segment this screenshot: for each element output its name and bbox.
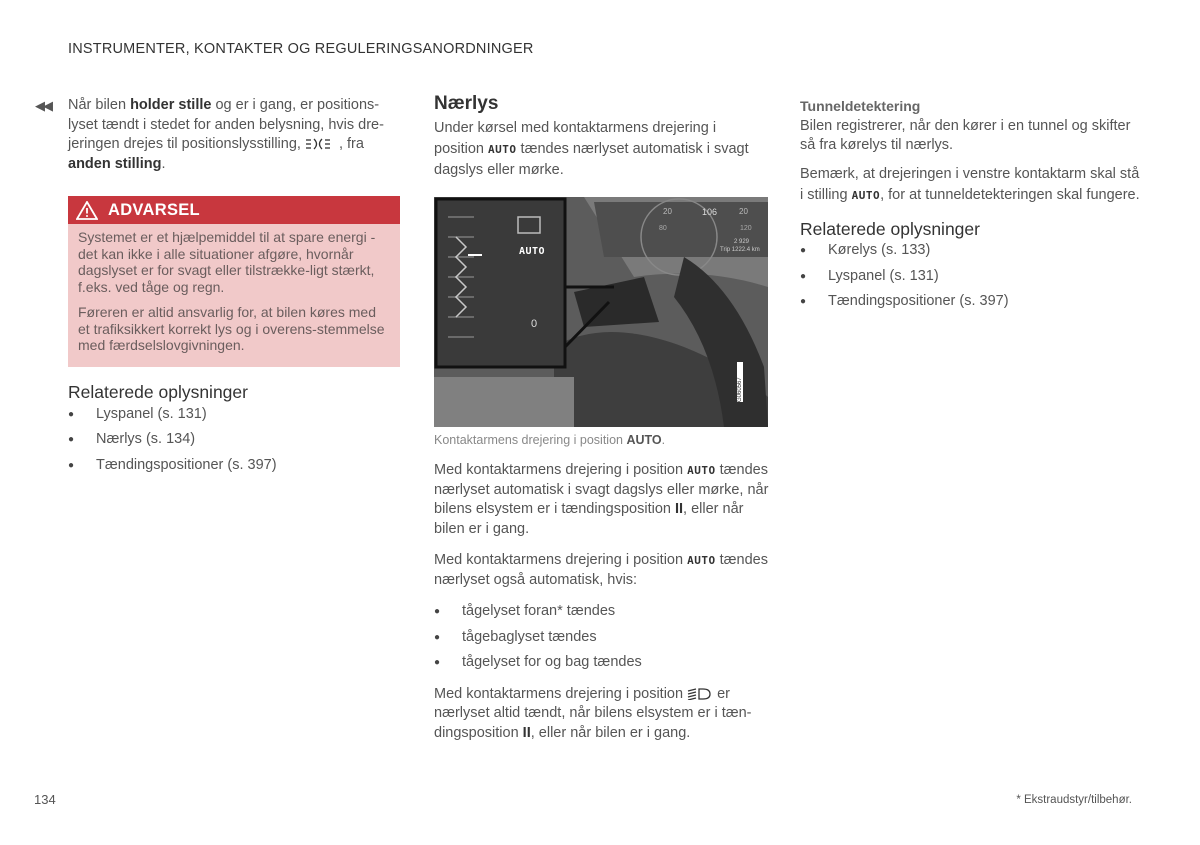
list-item: ● tågebaglyset tændes: [434, 628, 769, 648]
related-list: [800, 241, 1140, 312]
middle-top: [434, 94, 770, 191]
naerlys-paragraph-4: Med kontaktarmens drejering i position er nærlyset altid tændt, når bilens elsystem er i tæn-dingsposition II, eller når bilen er i gang.: [434, 685, 752, 741]
gauge-scale-80: 80: [659, 225, 667, 232]
warning-triangle-icon: [76, 201, 98, 220]
trip-line-2: Trip 1222.4 km: [720, 247, 760, 253]
warning-header: [68, 196, 400, 224]
left-column: [68, 96, 403, 184]
warning-paragraph-2: Føreren er altid ansvarlig for, at bilen køres med et trafiksikkert korrekt lys og i overens-stemmelse med færdselslovgivningen.: [78, 304, 385, 353]
related-link[interactable]: ● Lyspanel (s. 131): [800, 267, 1140, 287]
related-heading: Relaterede oplysninger: [800, 218, 980, 239]
left-related: [68, 383, 403, 481]
intro-paragraph: Når bilen holder stille og er i gang, er positions-lyset tændt i stedet for anden belysning, hvis dre-jeringen drejes til positionslysstilling, , fra anden stilling.: [68, 97, 384, 172]
related-heading: Relaterede oplysninger: [68, 382, 248, 402]
footnote: * Ekstraudstyr/tilbehør.: [1016, 794, 1132, 806]
related-list: [68, 405, 403, 476]
stalk-illustration: [434, 197, 768, 427]
tunnel-paragraph-2: Bemærk, at drejeringen i venstre kontaktarm skal stå i stilling AUTO, for at tunneldetekteringen skal fungere.: [800, 165, 1140, 203]
dial-auto-label: AUTO: [519, 246, 546, 257]
right-column: [800, 97, 1140, 318]
related-link[interactable]: ● Tændingspositioner (s. 397): [68, 456, 403, 476]
section-heading: Nærlys: [434, 93, 499, 114]
auto-symbol: AUTO: [687, 464, 716, 477]
naerlys-intro: Under kørsel med kontaktarmens drejering i position AUTO tændes nærlyset automatisk i svagt dagslys eller mørke.: [434, 119, 749, 178]
related-link[interactable]: ● Nærlys (s. 134): [68, 430, 403, 450]
gauge-scale-120: 120: [740, 225, 752, 232]
position-light-icon: [305, 138, 339, 150]
related-link[interactable]: ● Lyspanel (s. 131): [68, 405, 403, 425]
auto-symbol: AUTO: [687, 554, 716, 567]
figure-caption: Kontaktarmens drejering i position AUTO.: [434, 433, 666, 447]
warning-title: ADVARSEL: [108, 200, 200, 219]
previous-page-icon[interactable]: ◀◀: [35, 98, 51, 113]
page-header: INSTRUMENTER, KONTAKTER OG REGULERINGSANORDNINGER: [68, 41, 534, 57]
middle-body: [434, 461, 769, 753]
list-item: ● tågelyset foran* tændes: [434, 602, 769, 622]
low-beam-icon: [687, 688, 713, 700]
trip-line-1: 2 929: [734, 239, 750, 245]
auto-symbol: AUTO: [851, 188, 881, 202]
naerlys-paragraph-3: Med kontaktarmens drejering i position AUTO tændes nærlyset også automatisk, hvis:: [434, 552, 768, 588]
auto-symbol: AUTO: [488, 142, 517, 156]
stalk-figure: [434, 197, 768, 427]
image-code: G060567: [737, 362, 743, 402]
gauge-right: 20: [739, 207, 748, 216]
warning-body: [68, 224, 400, 354]
related-link[interactable]: ● Tændingspositioner (s. 397): [800, 292, 1140, 312]
warning-paragraph-1: Systemet er et hjælpemiddel til at spare energi - det kan ikke i alle situationer afgøre, hvornår dagslyset er for svagt eller tilstrække-ligt stærkt, f.eks. ved tåge og regn.: [78, 229, 376, 295]
gauge-speed: 106: [702, 207, 718, 217]
sub-heading: Tunneldetektering: [800, 98, 921, 114]
naerlys-paragraph-2: Med kontaktarmens drejering i position AUTO tændes nærlyset automatisk i svagt dagslys eller mørke, når bilens elsystem er i tændingsposition II, eller når bilen er i gang.: [434, 462, 769, 537]
warning-box: [68, 196, 400, 367]
tunnel-paragraph-1: Bilen registrerer, når den kører i en tunnel og skifter så fra kørelys til nærlys.: [800, 117, 1131, 153]
dial-zero-label: 0: [531, 318, 538, 330]
page-number: 134: [34, 792, 56, 807]
gauge-left: 20: [663, 207, 672, 216]
list-item: ● tågelyset for og bag tændes: [434, 653, 769, 673]
fog-light-list: [434, 602, 769, 673]
related-link[interactable]: ● Kørelys (s. 133): [800, 241, 1140, 261]
